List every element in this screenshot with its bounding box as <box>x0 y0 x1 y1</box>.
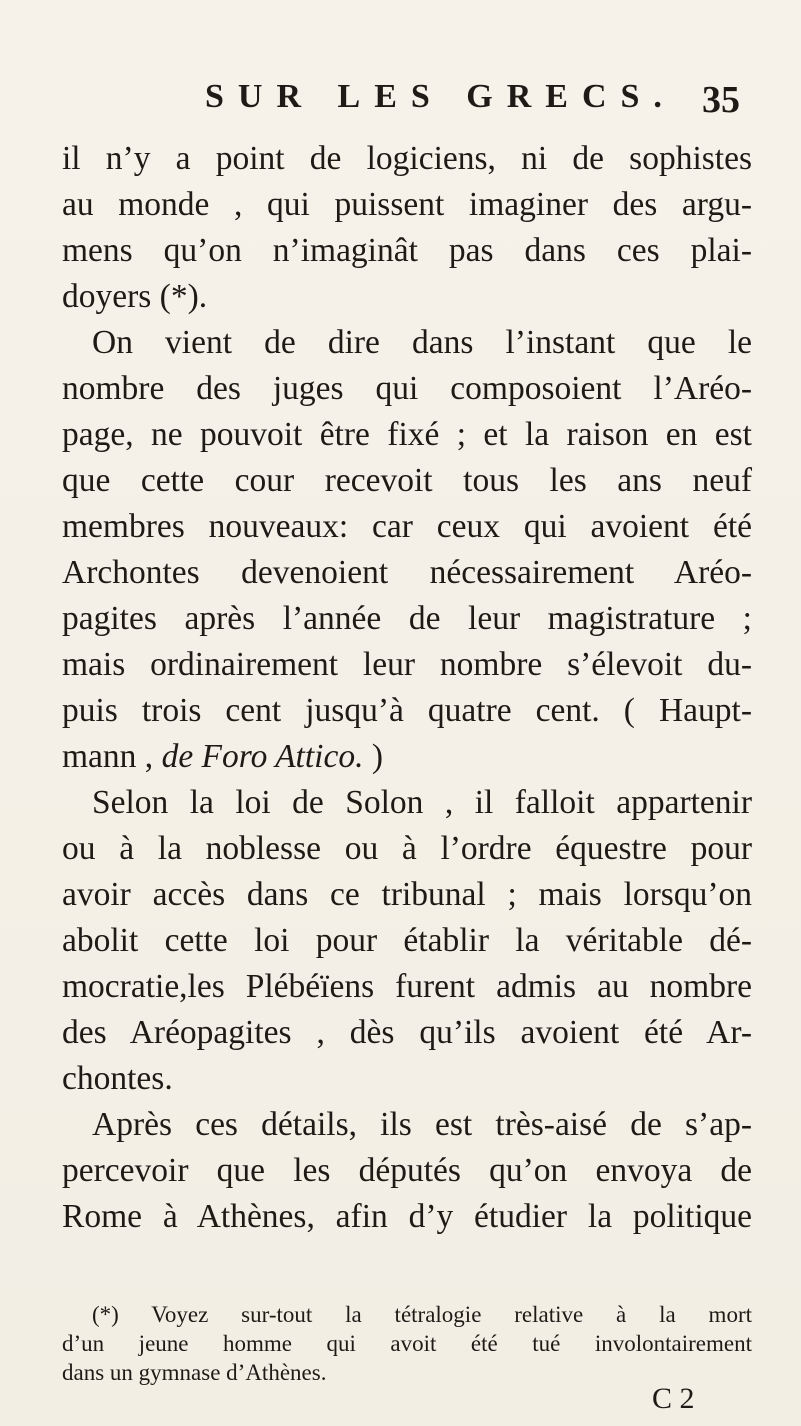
text-line: des Aréopagites , dès qu’ils avoient été Ar- <box>62 1014 752 1051</box>
text-line: mocratie,les Plébéïens furent admis au nombre <box>62 968 752 1005</box>
text-line: membres nouveaux: car ceux qui avoient été <box>62 508 752 545</box>
footnote-line: (*) Voyez sur-tout la tétralogie relative à la mort <box>92 1302 752 1327</box>
text-line: avoir accès dans ce tribunal ; mais lorsqu’on <box>62 876 752 913</box>
text-line: il n’y a point de logiciens, ni de sophistes <box>62 140 752 177</box>
text-line: On vient de dire dans l’instant que le <box>92 324 752 361</box>
text-segment: mann , <box>62 738 162 775</box>
text-line: abolit cette loi pour établir la véritable dé- <box>62 922 752 959</box>
italic-citation: de Foro Attico. <box>161 738 364 775</box>
text-line <box>62 734 752 780</box>
text-line: mens qu’on n’imaginât pas dans ces plai- <box>62 232 752 269</box>
signature-mark: C 2 <box>652 1382 695 1415</box>
text-line: mais ordinairement leur nombre s’élevoit du- <box>62 646 752 683</box>
text-line: Rome à Athènes, afin d’y étudier la politique <box>62 1198 752 1235</box>
text-line: ou à la noblesse ou à l’ordre équestre pour <box>62 830 752 867</box>
text-line: doyers (*). <box>62 278 208 315</box>
text-line: Archontes devenoient nécessairement Aréo- <box>62 554 752 591</box>
text-line: puis trois cent jusqu’à quatre cent. ( Haupt- <box>62 692 752 729</box>
footnote <box>62 1300 752 1387</box>
text-line: Après ces détails, ils est très-aisé de s’ap- <box>92 1106 752 1143</box>
text-segment: ) <box>363 738 383 775</box>
text-line: chontes. <box>62 1060 173 1097</box>
footnote-line: dans un gymnase d’Athènes. <box>62 1360 327 1385</box>
text-line: que cette cour recevoit tous les ans neuf <box>62 462 752 499</box>
running-title: SUR LES GRECS. <box>205 78 676 115</box>
text-line: nombre des juges qui composoient l’Aréo- <box>62 370 752 407</box>
text-line: au monde , qui puissent imaginer des argu- <box>62 186 752 223</box>
main-text <box>62 136 752 1240</box>
text-line: percevoir que les députés qu’on envoya de <box>62 1152 752 1189</box>
text-line: pagites après l’année de leur magistrature ; <box>62 600 752 637</box>
footnote-line: d’un jeune homme qui avoit été tué involontairement <box>62 1331 752 1356</box>
page-number: 35 <box>702 79 740 121</box>
text-line: page, ne pouvoit être fixé ; et la raison en est <box>62 416 752 453</box>
text-line: Selon la loi de Solon , il falloit appartenir <box>92 784 752 821</box>
page-header <box>0 78 801 128</box>
